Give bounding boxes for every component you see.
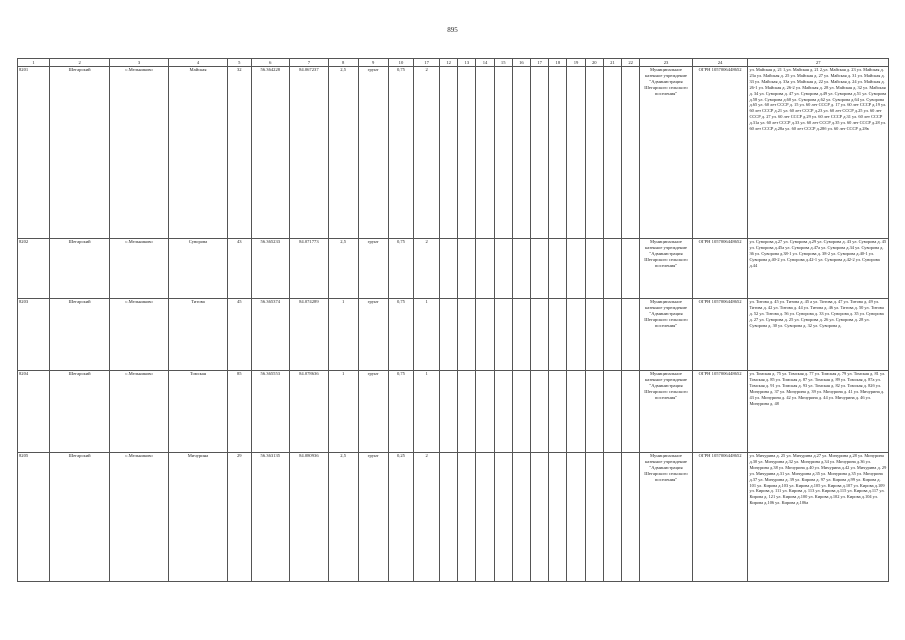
longitude-cell: 84.067237: [290, 67, 329, 239]
column-header: 5: [227, 59, 251, 67]
latitude-cell: 56.365553: [251, 371, 290, 453]
table-row: [18, 299, 889, 371]
column-header: 24: [692, 59, 748, 67]
empty-cell: [585, 371, 603, 453]
empty-cell: [603, 299, 621, 371]
empty-cell: [622, 371, 640, 453]
empty-cell: [512, 299, 530, 371]
surface-cell: грунт: [358, 453, 388, 582]
empty-cell: [567, 299, 585, 371]
empty-cell: [476, 453, 494, 582]
owner-cell: Муниципальное казенное учреждение "Администрация Шегарского сельского поселения": [640, 239, 692, 299]
quantity-cell: 2: [414, 67, 440, 239]
empty-cell: [458, 299, 476, 371]
area-cell: 2,5: [328, 67, 358, 239]
column-header: 15: [494, 59, 512, 67]
empty-cell: [585, 453, 603, 582]
area-cell: 2,5: [328, 453, 358, 582]
count-cell: 32: [227, 67, 251, 239]
addresses-cell: ул. Мичурина д. 25 ул. Мичурина д.27 ул. Мичурина д.28 ул. Мичурина д.30 ул. Мичурина д.32 ул. Мичурина д.34 ул. Мичурина д.36 ул. Мичурина д.38 ул. Мичурина д.40 ул. Мичурина д.42 ул. Мичурина д. 29 ул. Мичурина д.31 ул. Мичурина д.35 ул. Мичурина д.35 ул. Мичурина д.37 ул. Мичурина д. 39 ул. Кирова д. 97 ул. Кирова д.99 ул. Кирова д. 101 ул. Кирова д.103 ул. Кирова д.105 ул. Кирова д.107 ул. Кирова д.109 ул. Кирова д. 111 ул. Кирова д. 113 ул. Кирова д.115 ул. Кирова д.117 ул. Кирова д. 121 ул. Кирова д.100 ул. Кирова д.102 ул. Кирова д.104 ул. Кирова д.106 ул. Кирова д.106а: [748, 453, 889, 582]
locality-cell: с.Мельниково: [110, 299, 169, 371]
volume-cell: 0,75: [388, 67, 414, 239]
district-cell: Шегарский: [50, 453, 110, 582]
ogrn-cell: ОГРН 1057006448652: [692, 453, 748, 582]
column-header: 6: [251, 59, 290, 67]
column-header: 27: [748, 59, 889, 67]
longitude-cell: 84.080936: [290, 453, 329, 582]
addresses-cell: ул. Майская д. 21 1,ул. Майская д. 21 2,ул. Майская д. 23 ул. Майская д. 23а ул. Майская д. 25 ул. Майская д. 27 ул. Майская д. 31 ул. Майская д. 33 ул. Майская д. 33а ул. Майская д. 22 ул. Майская д. 24 ул. Майская д. 26-1 ул. Майская д. 26-2 ул. Майская д. 28 ул. Майская д. 32 ул. Майская д. 34 ул. Суворова д. 47 ул. Суворова д.49 ул. Суворова д.51 ул. Суворова д.58 ул. Суворова д.60 ул. Суворова д.62 ул. Суворова д.64 ул. Суворова д.65 ул. 60 лет СССР д. 15 ул. 60 лет СССР д. 17 ул. 60 лет СССР д.19 ул. 60 лет СССР д.21 ул. 60 лет СССР д.23 ул. 60 лет СССР д.25 ул. 60 лет СССР д. 27 ул. 60 лет СССР д.29 ул. 60 лет СССР д.31 ул. 60 лет СССР д.31а ул. 60 лет СССР д.33 ул. 60 лет СССР д.35 ул. 60 лет СССР д.28 ул. 60 лет СССР д.28а ул. 60 лет СССР д.28б ул. 60 лет СССР д.28в: [748, 67, 889, 239]
column-header: 17: [414, 59, 440, 67]
street-cell: Суворова: [169, 239, 228, 299]
area-cell: 1: [328, 371, 358, 453]
column-header: 23: [640, 59, 692, 67]
table-row: [18, 239, 889, 299]
volume-cell: 0,75: [388, 299, 414, 371]
empty-cell: [440, 67, 458, 239]
table-row: [18, 453, 889, 582]
district-cell: Шегарский: [50, 371, 110, 453]
empty-cell: [603, 67, 621, 239]
empty-cell: [603, 453, 621, 582]
volume-cell: 0,75: [388, 239, 414, 299]
column-header: 1: [18, 59, 50, 67]
empty-cell: [531, 67, 549, 239]
empty-cell: [585, 239, 603, 299]
count-cell: 45: [227, 299, 251, 371]
ogrn-cell: ОГРН 1057006448652: [692, 67, 748, 239]
addresses-cell: ул. Суворова д.27 ул. Суворова д.29 ул. Суворова д. 43 ул. Суворова д. 45 ул. Суворова д.45а ул. Суворова д.47а ул. Суворова д.34 ул. Суворова д. 36 ул. Суворова д.38-1 ул. Суворова д. 38-2 ул. Суворова д.40-1 ул. Суворова д.40-2 ул. Суворова д.42-1 ул. Суворова д.42-2 ул. Суворова д.44: [748, 239, 889, 299]
quantity-cell: 2: [414, 453, 440, 582]
column-header: 19: [567, 59, 585, 67]
area-cell: 1: [328, 299, 358, 371]
surface-cell: грунт: [358, 67, 388, 239]
registry-table: [17, 58, 889, 582]
empty-cell: [531, 239, 549, 299]
table-row: [18, 371, 889, 453]
latitude-cell: 56.365233: [251, 239, 290, 299]
district-cell: Шегарский: [50, 299, 110, 371]
empty-cell: [512, 371, 530, 453]
empty-cell: [458, 239, 476, 299]
quantity-cell: 2: [414, 239, 440, 299]
ogrn-cell: ОГРН 1057006448652: [692, 371, 748, 453]
count-cell: 85: [227, 371, 251, 453]
volume-cell: 0,25: [388, 453, 414, 582]
empty-cell: [549, 299, 567, 371]
row-id: 8201: [18, 67, 50, 239]
empty-cell: [549, 239, 567, 299]
empty-cell: [458, 453, 476, 582]
surface-cell: грунт: [358, 239, 388, 299]
empty-cell: [494, 371, 512, 453]
column-header: 8: [328, 59, 358, 67]
surface-cell: грунт: [358, 299, 388, 371]
locality-cell: с.Мельниково: [110, 453, 169, 582]
empty-cell: [622, 299, 640, 371]
street-cell: Томская: [169, 371, 228, 453]
empty-cell: [440, 239, 458, 299]
empty-cell: [622, 239, 640, 299]
locality-cell: с.Мельниково: [110, 67, 169, 239]
column-header: 17: [531, 59, 549, 67]
longitude-cell: 84.078636: [290, 371, 329, 453]
street-cell: Мичурина: [169, 453, 228, 582]
ogrn-cell: ОГРН 1057006448652: [692, 239, 748, 299]
empty-cell: [494, 67, 512, 239]
owner-cell: Муниципальное казенное учреждение "Администрация Шегарского сельского поселения": [640, 67, 692, 239]
count-cell: 43: [227, 239, 251, 299]
column-header: 10: [388, 59, 414, 67]
empty-cell: [531, 371, 549, 453]
empty-cell: [476, 299, 494, 371]
count-cell: 29: [227, 453, 251, 582]
column-header: 12: [440, 59, 458, 67]
column-header: 18: [549, 59, 567, 67]
empty-cell: [567, 67, 585, 239]
addresses-cell: ул. Томская д. 75 ул. Томская д. 77 ул. Томская д. 79 ул. Томская д. 81 ул. Томская д. 85 ул. Томская д. 87 ул. Томская д. 89 ул. Томская д. 87а ул. Томская д. 91 ул. Томская д. 93 ул. Томская д. 82 ул. Томская д. 82б ул. Мичурина д. 37 ул. Мичурина д. 39 ул. Мичурина д. 41 ул. Мичурина д. 43 ул. Мичурина д. 42 ул. Мичурина д. 44 ул. Мичурина д. 46 ул. Мичурина д. 48: [748, 371, 889, 453]
locality-cell: с.Мельниково: [110, 371, 169, 453]
empty-cell: [585, 67, 603, 239]
empty-cell: [531, 453, 549, 582]
empty-cell: [549, 67, 567, 239]
empty-cell: [531, 299, 549, 371]
column-header: 14: [476, 59, 494, 67]
column-header: 9: [358, 59, 388, 67]
empty-cell: [458, 371, 476, 453]
addresses-cell: ул. Титова д. 45 ул. Титова д. 45 а ул. Титова д. 47 ул. Титова д. 49 ул. Титова д. 42 ул. Титова д. 44 ул. Титова д. 46 ул. Титова д. 50 ул. Титова д. 52 ул. Титова д. 56 ул. Суворова д. 33 ул. Суворова д. 35 ул. Суворова д. 27 ул. Суворова д. 25 ул. Суворова д. 26 ул. Суворова д. 28 ул. Суворова д. 30 ул. Суворова д. 32 ул. Суворова д.: [748, 299, 889, 371]
empty-cell: [603, 371, 621, 453]
empty-cell: [585, 299, 603, 371]
quantity-cell: 1: [414, 371, 440, 453]
column-header: 3: [110, 59, 169, 67]
column-header: 4: [169, 59, 228, 67]
latitude-cell: 56.364228: [251, 67, 290, 239]
row-id: 8203: [18, 299, 50, 371]
longitude-cell: 84.071773: [290, 239, 329, 299]
empty-cell: [476, 371, 494, 453]
district-cell: Шегарский: [50, 67, 110, 239]
page-number: 895: [447, 26, 458, 34]
row-id: 8202: [18, 239, 50, 299]
empty-cell: [567, 371, 585, 453]
empty-cell: [622, 67, 640, 239]
empty-cell: [512, 67, 530, 239]
empty-cell: [440, 371, 458, 453]
ogrn-cell: ОГРН 1057006448652: [692, 299, 748, 371]
empty-cell: [567, 239, 585, 299]
latitude-cell: 56.363135: [251, 453, 290, 582]
area-cell: 2,5: [328, 239, 358, 299]
table-row: [18, 67, 889, 239]
row-id: 8204: [18, 371, 50, 453]
empty-cell: [549, 371, 567, 453]
empty-cell: [512, 453, 530, 582]
column-header: 21: [603, 59, 621, 67]
volume-cell: 0,75: [388, 371, 414, 453]
column-header: 7: [290, 59, 329, 67]
quantity-cell: 1: [414, 299, 440, 371]
street-cell: Титова: [169, 299, 228, 371]
column-header: 16: [512, 59, 530, 67]
empty-cell: [567, 453, 585, 582]
empty-cell: [494, 453, 512, 582]
column-header: 20: [585, 59, 603, 67]
owner-cell: Муниципальное казенное учреждение "Администрация Шегарского сельского поселения": [640, 299, 692, 371]
empty-cell: [622, 453, 640, 582]
row-id: 8205: [18, 453, 50, 582]
owner-cell: Муниципальное казенное учреждение "Администрация Шегарского сельского поселения": [640, 371, 692, 453]
empty-cell: [476, 67, 494, 239]
empty-cell: [494, 239, 512, 299]
column-header: 13: [458, 59, 476, 67]
empty-cell: [603, 239, 621, 299]
empty-cell: [549, 453, 567, 582]
empty-cell: [494, 299, 512, 371]
empty-cell: [440, 299, 458, 371]
longitude-cell: 84.074289: [290, 299, 329, 371]
locality-cell: с.Мельниково: [110, 239, 169, 299]
empty-cell: [476, 239, 494, 299]
empty-cell: [440, 453, 458, 582]
empty-cell: [458, 67, 476, 239]
street-cell: Майская: [169, 67, 228, 239]
empty-cell: [512, 239, 530, 299]
surface-cell: грунт: [358, 371, 388, 453]
district-cell: Шегарский: [50, 239, 110, 299]
owner-cell: Муниципальное казенное учреждение "Администрация Шегарского сельского поселения": [640, 453, 692, 582]
column-header: 22: [622, 59, 640, 67]
latitude-cell: 56.365374: [251, 299, 290, 371]
header-row: [18, 59, 889, 67]
column-header: 2: [50, 59, 110, 67]
